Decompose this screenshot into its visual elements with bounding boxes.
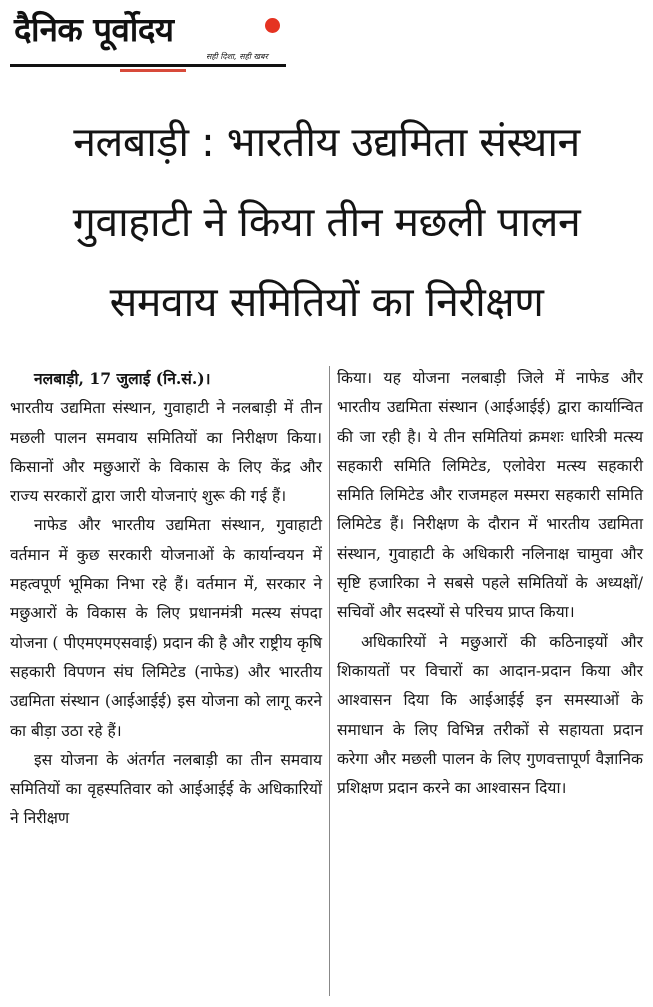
masthead-accent-rule bbox=[120, 69, 186, 72]
article-paragraph-2: नाफेड और भारतीय उद्यमिता संस्थान, गुवाहाटी वर्तमान में कुछ सरकारी योजनाओं के कार्यान्वयन में महत्वपूर्ण भूमिका निभा रहे हैं। वर्तमान में, सरकार ने मछुआरों के विकास के लिए प्रधानमंत्री मत्स्य संपदा योजना ( पीएमएमएसवाई) प्रदान की है और राष्ट्रीय कृषि सहकारी विपणन संघ लिमिटेड (नाफेड) और भारतीय उद्यमिता संस्थान (आईआईई) इस योजना को लागू करने का बीड़ा उठा रहे हैं। bbox=[10, 516, 322, 740]
article-paragraph-3: इस योजना के अंतर्गत नलबाड़ी का तीन समवाय समितियों का वृहस्पतिवार को आईआईई के अधिकारियों ने निरीक्षण bbox=[10, 750, 322, 828]
article-column-left bbox=[10, 364, 322, 834]
dateline-text: नलबाड़ी, 17 जुलाई (नि.सं.)। bbox=[34, 369, 211, 388]
headline-line-2: गुवाहाटी ने किया तीन मछली पालन bbox=[72, 198, 581, 246]
article-column-right bbox=[337, 364, 643, 803]
headline-line-3: समवाय समितियों का निरीक्षण bbox=[109, 278, 544, 326]
article-paragraph-4: अधिकारियों ने मछुआरों की कठिनाइयों और शिकायतों पर विचारों का आदान-प्रदान किया और आश्वासन दिया कि आईआईई इन समस्याओं के समाधान के लिए विभिन्न तरीकों से सहायता प्रदान करेगा और मछली पालन के लिए गुणवत्तापूर्ण वैज्ञानिक प्रशिक्षण प्रदान करने का आश्वासन दिया। bbox=[337, 632, 643, 798]
column-divider bbox=[329, 366, 330, 996]
article-paragraph-1: भारतीय उद्यमिता संस्थान, गुवाहाटी ने नलबाड़ी में तीन मछली पालन समवाय समितियों का निरीक्षण किया। किसानों और मछुआरों के विकास के लिए केंद्र और राज्य सरकारों द्वारा जारी योजनाएं शुरू की गई हैं। bbox=[10, 399, 322, 506]
newspaper-logo: दैनिक पूर्वोदय bbox=[14, 10, 174, 49]
article-headline bbox=[10, 102, 643, 342]
newspaper-masthead bbox=[10, 6, 286, 72]
logo-red-dot-icon bbox=[265, 18, 280, 33]
newspaper-tagline: सही दिशा, सही खबर bbox=[206, 52, 268, 61]
headline-line-1: नलबाड़ी : भारतीय उद्यमिता संस्थान bbox=[73, 118, 580, 166]
article-dateline bbox=[10, 364, 322, 394]
article-paragraph-3-continued: किया। यह योजना नलबाड़ी जिले में नाफेड और भारतीय उद्यमिता संस्थान (आईआईई) द्वारा कार्यान्वित की जा रही है। ये तीन समितियां क्रमशः धारित्री मत्स्य सहकारी समिति लिमिटेड, एलोवेरा मत्स्य सहकारी समिति लिमिटेड और राजमहल मस्मरा सहकारी समिति लिमिटेड हैं। निरीक्षण के दौरान में भारतीय उद्यमिता संस्थान, गुवाहाटी के अधिकारी नलिनाक्ष चामुवा और सृष्टि हजारिका ने सबसे पहले समितियों के अध्यक्षों/ सचिवों और सदस्यों से परिचय प्राप्त किया। bbox=[337, 369, 643, 622]
masthead-rule bbox=[10, 64, 286, 67]
